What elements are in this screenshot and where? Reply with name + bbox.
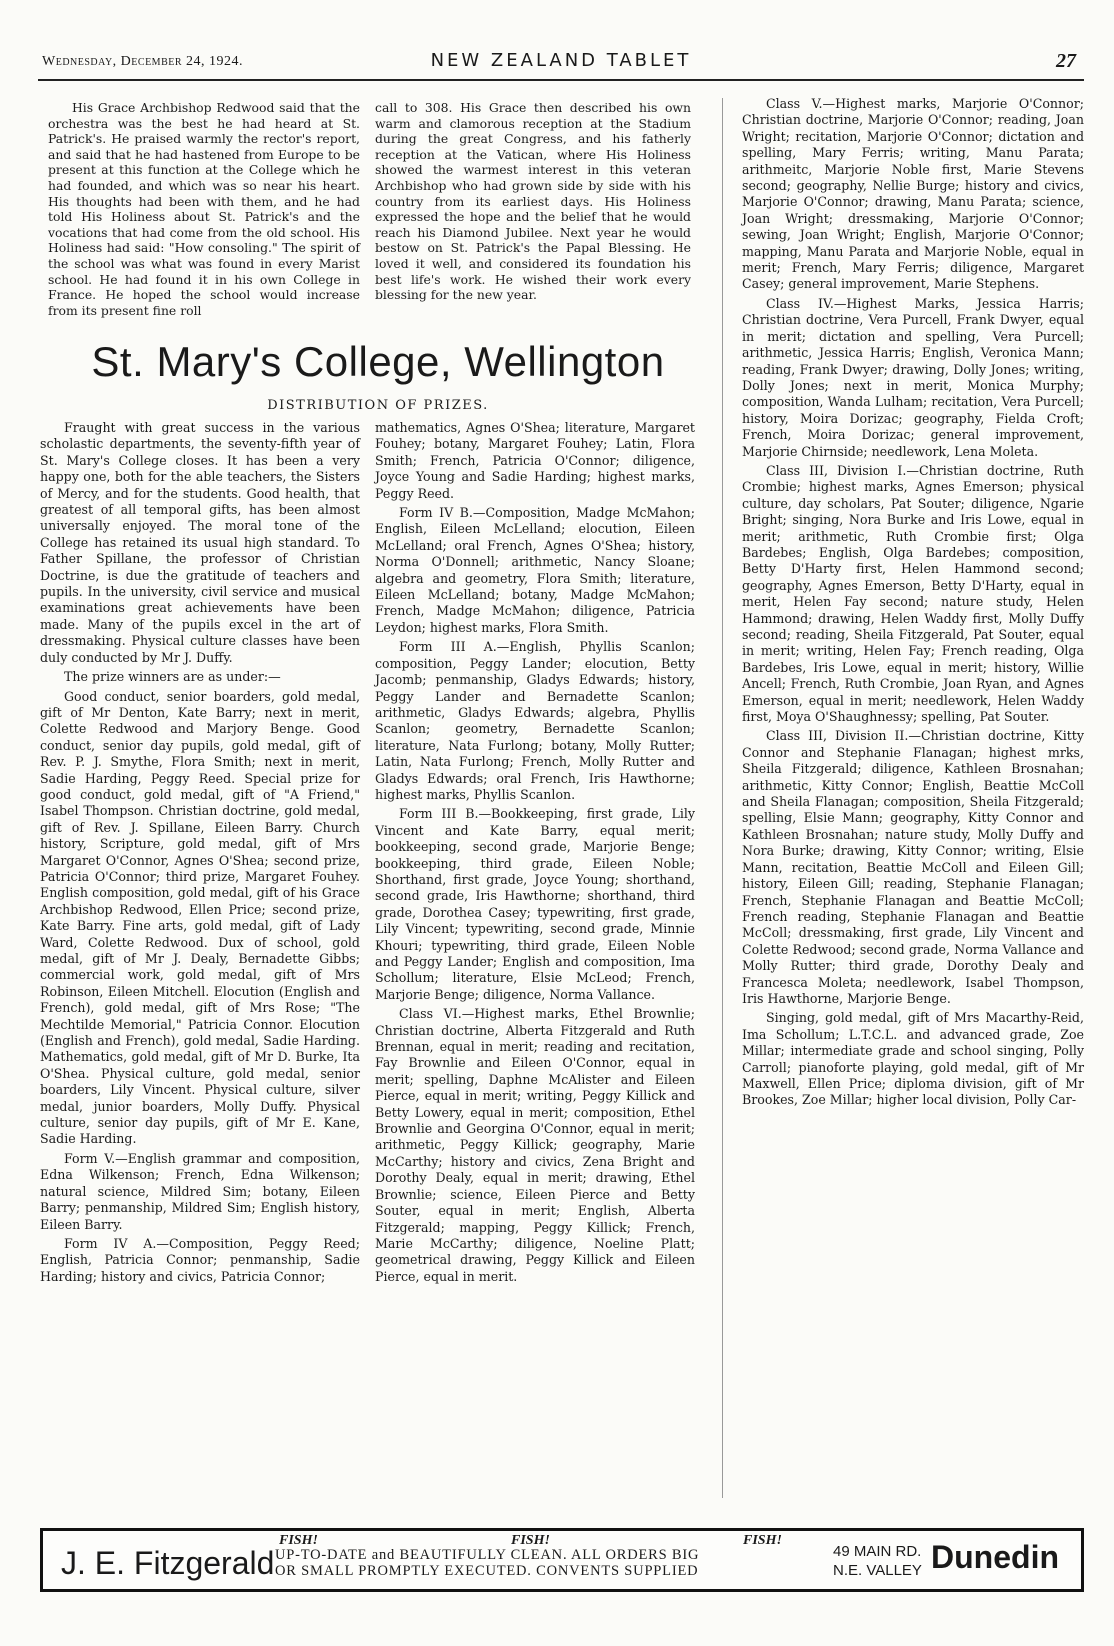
advertisement-box [40, 1528, 1084, 1592]
paragraph: Form IV B.—Composition, Madge McMahon; English, Eileen McLelland; elocution, Eileen McLelland; oral French, Agnes O'Shea; history, Norma O'Donnell; arithmetic, Nancy Sloane; algebra and geometry, Flora Smith; literature, Eileen McLelland; botany, Madge McMahon; French, Madge McMahon; diligence, Patricia Leydon; highest marks, Flora Smith. [375, 505, 695, 635]
publication-title: NEW ZEALAND TABLET [430, 50, 692, 71]
running-header [38, 50, 1084, 74]
advert-address-line-2: N.E. VALLEY [833, 1562, 922, 1579]
paragraph: Fraught with great success in the various scholastic departments, the seventy-fifth year of St. Mary's College closes. It has been a very happy one, both for the able teachers, the Sisters of Mercy, and for the students. Good health, that greatest of all temporal gifts, has been almost universally enjoyed. The moral tone of the College has retained its usual high standard. To Father Spillane, the professor of Christian Doctrine, is due the gratitude of teachers and pupils. In the university, civil service and musical examinations great achievements have been made. Many of the pupils excel in the art of dressmaking. Physical culture classes have been duly conducted by Mr J. Duffy. [40, 420, 360, 665]
paragraph: Form III B.—Bookkeeping, first grade, Lily Vincent and Kate Barry, equal merit; bookkeeping, second grade, Marjorie Benge; bookkeeping, third grade, Eileen Noble; Shorthand, first grade, Joyce Young; shorthand, second grade, Iris Hawthorne; shorthand, third grade, Dorothea Casey; typewriting, first grade, Lily Vincent; typewriting, second grade, Minnie Khouri; typewriting, third grade, Eileen Noble and Peggy Lander; English and composition, Ima Schollum; literature, Elsie McLeod; French, Marjorie Benge; diligence, Norma Vallance. [375, 806, 695, 1002]
top-column-2 [375, 100, 691, 306]
advert-line-1: UP-TO-DATE and BEAUTIFULLY CLEAN. ALL ORDERS BIG [275, 1547, 700, 1563]
paragraph: Class III, Division I.—Christian doctrine, Ruth Crombie; highest marks, Agnes Emerson; physical culture, day scholars, Pat Souter; diligence, Ngarie Bright; singing, Nora Burke and Iris Lowe, equal in merit; arithmetic, Ruth Crombie first; Olga Bardebes; English, Olga Bardebes; composition, Betty D'Harty first, Helen Hammond second; geography, Agnes Emerson, Betty D'Harty, equal in merit, Helen Fay second; nature study, Helen Hammond; drawing, Helen Waddy first, Molly Duffy second; reading, Sheila Fitzgerald, Pat Souter, equal in merit; writing, Helen Fay; French reading, Olga Bardebes, Iris Lowe, equal in merit; history, Willie Ancell; French, Ruth Crombie, Joan Ryan, and Agnes Emerson, equal in merit; needlework, Helen Waddy first, Moya O'Shaughnessy; spelling, Pat Souter. [742, 462, 1084, 725]
paragraph: Singing, gold medal, gift of Mrs Macarthy-Reid, Ima Schollum; L.T.C.L. and advanced grade, Zoe Millar; intermediate grade and school singing, Polly Carroll; pianoforte playing, gold medal, gift of Mr Maxwell, Ellen Price; diploma division, gift of Mr Brookes, Zoe Millar; higher local division, Polly Car- [742, 1010, 1084, 1108]
paragraph: His Grace Archbishop Redwood said that the orchestra was the best he had heard at St. Patrick's. He praised warmly the rector's report, and said that he had hastened from Europe to be present at this function at the College which he had founded, and which was so near his heart. His thoughts had been with them, and he had told His Holiness about St. Patrick's and the vocations that had come from the old school. His Holiness had said: "How consoling." The spirit of the school was what was found in every Marist school. He had found it in his own College in France. He hoped the school would increase from its present fine roll [48, 100, 360, 318]
article-column-3 [742, 96, 1084, 1112]
page-number: 27 [1056, 50, 1076, 72]
paragraph: Form V.—English grammar and composition, Edna Wilkenson; French, Edna Wilkenson; natural science, Mildred Sim; botany, Eileen Barry; penmanship, Mildred Sim; English history, Eileen Barry. [40, 1150, 360, 1232]
paragraph: Class V.—Highest marks, Marjorie O'Connor; Christian doctrine, Marjorie O'Connor; reading, Joan Wright; recitation, Marjorie O'Connor; dictation and spelling, Mary Ferris; writing, Manu Parata; arithmeitc, Marjorie Noble first, Marie Stevens second; geography, Nellie Burge; history and civics, Marjorie O'Connor; drawing, Manu Parata; science, Joan Wright; dressmaking, Marjorie O'Connor; sewing, Joan Wright; English, Marjorie O'Connor; mapping, Manu Parata and Marjorie Noble, equal in merit; French, Mary Ferris; diligence, Margaret Casey; general improvement, Marie Stephens. [742, 96, 1084, 292]
issue-date: Wednesday, December 24, 1924. [42, 54, 244, 69]
paragraph: Good conduct, senior boarders, gold medal, gift of Mr Denton, Kate Barry; next in merit, Colette Redwood and Marjory Benge. Good conduct, senior day pupils, gold medal, gift of Rev. P. J. Smythe, Flora Smith; next in merit, Sadie Harding, Peggy Reed. Special prize for good conduct, gold medal, gift of "A Friend," Isabel Thompson. Christian doctrine, gold medal, gift of Rev. J. Spillane, Eileen Barry. Church history, Scripture, gold medal, gift of Mrs Margaret O'Connor, Agnes O'Shea; second prize, Patricia O'Connor; third prize, Margaret Fouhey. English composition, gold medal, gift of his Grace Archbishop Redwood, Ellen Price; second prize, Kate Barry. Fine arts, gold medal, gift of Lady Ward, Colette Redwood. Dux of school, gold medal, gift of Mr J. Dealy, Bernadette Gibbs; commercial work, gold medal, gift of Mrs Robinson, Eileen Mitchell. Elocution (English and French), gold medal, gift of Mrs Rose; "The Mechtilde Memorial," Patricia Connor. Elocution (English and French), gold medal, Sadie Harding. Mathematics, gold medal, gift of Mr D. Burke, Ita O'Shea. Physical culture, gold medal, senior boarders, Lily Vincent. Physical culture, silver medal, junior boarders, Molly Duffy. Physical culture, senior day pupils, gift of Mr E. Kane, Sadie Harding. [40, 688, 360, 1147]
advertiser-name: J. E. Fitzgerald [61, 1545, 275, 1581]
paragraph: Class III, Division II.—Christian doctrine, Kitty Connor and Stephanie Flanagan; highest mrks, Sheila Fitzgerald; diligence, Kathleen Brosnahan; arithmetic, Kitty Connor; English, Beattie McColl and Sheila Flanagan; composition, Sheila Fitzgerald; spelling, Elsie Mann; geography, Kitty Connor and Kathleen Brosnahan; nature study, Molly Duffy and Nora Burke; drawing, Kitty Connor; writing, Elsie Mann, recitation, Beattie McColl and Eileen Gill; history, Eileen Gill; reading, Stephanie Flanagan; French, Stephanie Flanagan and Beattie McColl; French reading, Stephanie Flanagan and Beattie McColl; dressmaking, first grade, Lily Vincent and Colette Redwood; second grade, Norma Vallance and Molly Rutter; third grade, Dorothy Dealy and Francesca Moleta; needlework, Isabel Thompson, Iris Hawthorne, Marjorie Benge. [742, 728, 1084, 1006]
paragraph: call to 308. His Grace then described his own warm and clamorous reception at the Stadium during the great Congress, and his fatherly reception at the Vatican, where His Holiness showed the warmest interest in this veteran Archbishop who had grown side by side with his country from its earliest days. His Holiness expressed the hope and the belief that he would reach his Diamond Jubilee. Next year he would bestow on St. Patrick's the Papal Blessing. He loved it well, and considered its foundation his best life's work. He wished their work every blessing for the new year. [375, 100, 691, 303]
fish-label: FISH! [511, 1533, 550, 1548]
article-headline: St. Mary's College, Wellington [91, 338, 665, 385]
paragraph: mathematics, Agnes O'Shea; literature, Margaret Fouhey; botany, Margaret Fouhey; Latin, Flora Smith; French, Patricia O'Connor; diligence, Joyce Young and Sadie Harding; highest marks, Peggy Reed. [375, 420, 695, 501]
advert-line-2: OR SMALL PROMPTLY EXECUTED. CONVENTS SUPPLIED [275, 1563, 699, 1579]
paragraph: Class VI.—Highest marks, Ethel Brownlie; Christian doctrine, Alberta Fitzgerald and Ruth Brennan, equal in merit; reading and recitation, Fay Brownlie and Eileen O'Connor, equal in merit; spelling, Daphne McAlister and Eileen Pierce, equal in merit; writing, Peggy Killick and Betty Lowery, equal in merit; composition, Ethel Brownlie and Georgina O'Connor, equal in merit; arithmetic, Peggy Killick; geography, Marie McCarthy; history and civics, Zena Bright and Dorothy Dealy, equal in merit; drawing, Ethel Brownlie; science, Eileen Pierce and Betty Souter, equal in merit; English, Alberta Fitzgerald; mapping, Peggy Killick; French, Marie McCarthy; diligence, Noeline Platt; geometrical drawing, Peggy Killick and Eileen Pierce, equal in merit. [375, 1006, 695, 1284]
header-rule [38, 79, 1084, 81]
paragraph: Class IV.—Highest Marks, Jessica Harris; Christian doctrine, Vera Purcell, Frank Dwyer, equal in merit; dictation and spelling, Vera Purcell; arithmetic, Jessica Harris; English, Veronica Mann; reading, Frank Dwyer; drawing, Dolly Jones; writing, Dolly Jones; next in merit, Monica Murphy; composition, Wanda Lulham; recitation, Vera Purcell; history, Moira Dorizac; geography, Fielda Croft; French, Moira Dorizac; general improvement, Marjorie Chirnside; needlework, Lena Moleta. [742, 295, 1084, 459]
article-column-1 [40, 420, 360, 1288]
column-rule [722, 98, 723, 1498]
fish-label: FISH! [279, 1533, 318, 1548]
paragraph: Form IV A.—Composition, Peggy Reed; English, Patricia Connor; penmanship, Sadie Harding; history and civics, Patricia Connor; [40, 1235, 360, 1284]
top-column-1 [48, 100, 360, 321]
fish-label: FISH! [743, 1533, 782, 1548]
paragraph: The prize winners are as under:— [64, 669, 281, 685]
article-column-2 [375, 420, 695, 1288]
article-subhead: DISTRIBUTION OF PRIZES. [267, 398, 489, 413]
advert-city: Dunedin [931, 1539, 1059, 1575]
paragraph: Form III A.—English, Phyllis Scanlon; composition, Peggy Lander; elocution, Betty Jacomb; penmanship, Gladys Edwards; history, Peggy Lander and Bernadette Scanlon; arithmetic, Gladys Edwards; algebra, Phyllis Scanlon; geometry, Bernadette Scanlon; literature, Nata Furlong; botany, Molly Rutter; Latin, Nata Furlong; French, Molly Rutter and Gladys Edwards; oral French, Iris Hawthorne; highest marks, Phyllis Scanlon. [375, 639, 695, 802]
advert-address-line-1: 49 MAIN RD. [833, 1543, 922, 1560]
